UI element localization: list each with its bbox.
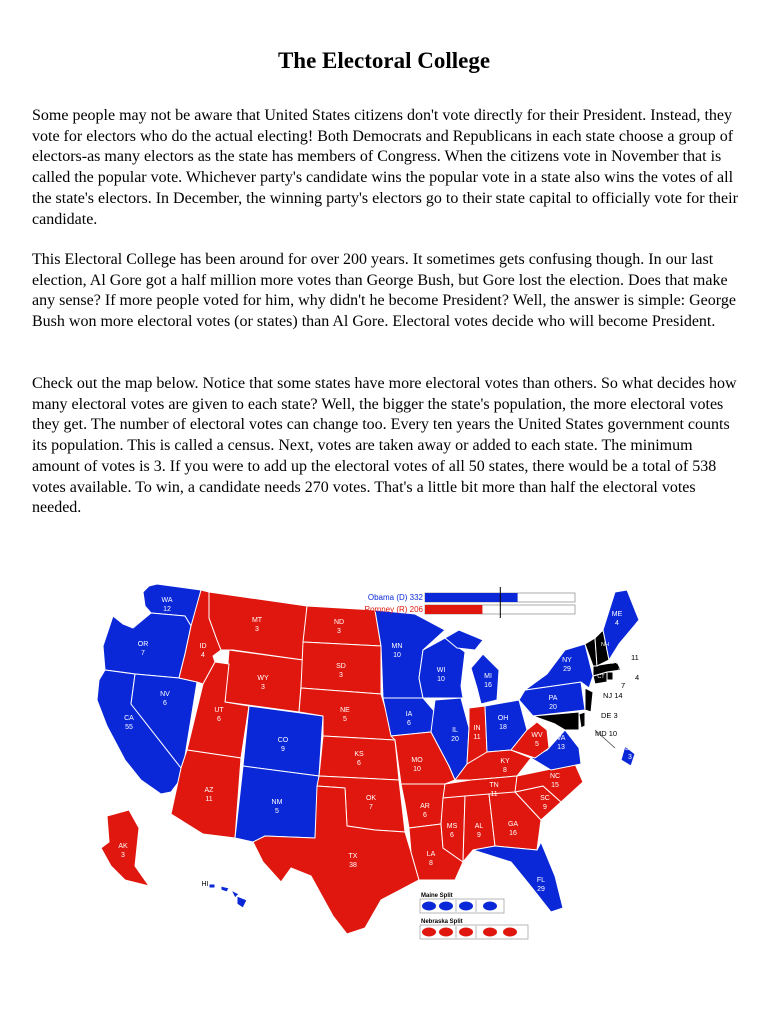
state-label-dc: DC	[624, 745, 636, 752]
state-label-wi: WI	[436, 667, 446, 674]
state-label-hi: HI	[201, 881, 209, 888]
state-label-wa: WA	[161, 597, 173, 604]
state-ev-me: 4	[615, 620, 619, 627]
state-label-ut: UT	[214, 707, 224, 714]
state-ev-ms: 6	[450, 832, 454, 839]
state-nj	[585, 688, 593, 712]
state-label-ok: OK	[365, 795, 377, 802]
state-label-co: CO	[277, 737, 289, 744]
state-label-wv: WV	[531, 732, 543, 739]
electoral-map	[85, 580, 645, 950]
state-ev-mt: 3	[255, 626, 259, 633]
maine-split-label: Maine Split	[421, 893, 453, 899]
state-label-nd: ND	[333, 619, 345, 626]
state-ev-wi: 10	[437, 676, 445, 683]
state-ev-nm: 5	[275, 808, 279, 815]
state-ev-ar: 6	[423, 812, 427, 819]
maine-split-legend	[420, 893, 504, 913]
state-ks	[319, 736, 399, 780]
state-ny	[525, 644, 593, 690]
state-ev-dc: 3	[628, 754, 632, 761]
state-label-sd: SD	[336, 663, 346, 670]
state-ev-ak: 3	[121, 852, 125, 859]
state-label-tx: TX	[348, 853, 358, 860]
callout-label-3: DE 3	[601, 711, 618, 720]
state-label-ga: GA	[507, 821, 519, 828]
nebraska-split-legend	[420, 919, 528, 939]
state-label-al: AL	[474, 823, 484, 830]
state-ev-al: 9	[477, 832, 481, 839]
state-ev-nc: 15	[551, 782, 559, 789]
state-label-wy: WY	[257, 675, 269, 682]
state-ev-wv: 5	[535, 741, 539, 748]
state-ev-oh: 18	[499, 724, 507, 731]
state-ev-id: 4	[201, 652, 205, 659]
state-ev-sd: 3	[339, 672, 343, 679]
state-ev-ny: 29	[563, 666, 571, 673]
state-de	[579, 712, 585, 728]
state-ev-nd: 3	[337, 628, 341, 635]
state-label-nv: NV	[160, 691, 170, 698]
state-ev-ne: 5	[343, 716, 347, 723]
paragraph-map-explanation: Check out the map below. Notice that some states have more electoral votes than others. So what decides how many electoral votes are given to each state? Well, the bigger the state's population, the more electoral votes they get. The number of electoral votes can change too. Every ten years the United States government counts its population. This is called a census. Next, votes are taken away or added to each state. The minimum amount of votes is 3. If you were to add up the electoral votes of all 50 states, there would be a total of 538 votes available. To win, a candidate needs 270 votes. That's a little bit more than half the electoral votes needed.	[32, 375, 737, 517]
state-label-ak: AK	[118, 843, 128, 850]
state-me	[603, 590, 639, 660]
electoral-map-svg	[85, 580, 645, 950]
state-ev-wy: 3	[261, 684, 265, 691]
legend-romney: Romney (R) 206	[364, 605, 423, 614]
state-label-az: AZ	[204, 787, 214, 794]
state-ev-fl: 29	[537, 886, 545, 893]
callout-label-7: MA	[608, 660, 618, 666]
state-label-mi: MI	[484, 673, 492, 680]
state-ri	[607, 672, 613, 680]
state-label-ia: IA	[405, 711, 413, 718]
callout-label-2: NJ 14	[603, 691, 623, 700]
state-ev-tn: 11	[490, 791, 498, 798]
state-label-tn: TN	[489, 782, 499, 789]
callout-label-4: MD 10	[595, 729, 618, 738]
state-ev-ut: 6	[217, 716, 221, 723]
state-hi	[209, 884, 247, 908]
state-ev-mi: 16	[484, 682, 492, 689]
state-ev-mn: 10	[393, 652, 401, 659]
callout-label-5: VT	[589, 636, 597, 642]
state-label-pa: PA	[548, 695, 558, 702]
state-ev-ia: 6	[407, 720, 411, 727]
state-ev-mo: 10	[413, 766, 421, 773]
state-label-il: IL	[452, 727, 458, 734]
state-label-la: LA	[426, 851, 436, 858]
state-label-ne: NE	[340, 707, 350, 714]
state-label-ca: CA	[124, 715, 134, 722]
state-label-mt: MT	[251, 617, 263, 624]
nebraska-split-label: Nebraska Split	[421, 919, 463, 925]
state-ev-az: 11	[205, 796, 213, 803]
state-label-mo: MO	[411, 757, 423, 764]
callout-label-8: RI	[618, 668, 624, 674]
state-ev-la: 8	[429, 860, 433, 867]
state-label-or: OR	[137, 641, 149, 648]
state-label-ks: KS	[354, 751, 364, 758]
page-title: The Electoral College	[277, 48, 491, 73]
state-label-sc: SC	[540, 795, 550, 802]
callout-label-0: 11	[631, 653, 639, 662]
state-ev-or: 7	[141, 650, 145, 657]
state-label-ky: KY	[500, 758, 510, 765]
state-ev-nv: 6	[163, 700, 167, 707]
state-ev-va: 13	[557, 744, 565, 751]
state-label-me: ME	[611, 611, 623, 618]
paragraph-history: This Electoral College has been around for over 200 years. It sometimes gets confusing though. In our last election, Al Gore got a half million more votes than George Bush, but Gore lost the election. Does that make any sense? If more people voted for him, why didn't he become President? Well, the answer is simple: George Bush won more electoral votes (or states) than Al Gore. Electoral votes decide who will become President.	[32, 251, 736, 331]
state-label-ny: NY	[562, 657, 572, 664]
state-ev-wa: 12	[163, 606, 171, 613]
state-ev-tx: 38	[349, 862, 357, 869]
state-label-va: VA	[556, 735, 566, 742]
state-ev-il: 20	[451, 736, 459, 743]
state-ev-sc: 9	[543, 804, 547, 811]
legend-romney-bar	[425, 605, 482, 614]
state-ev-ga: 16	[509, 830, 517, 837]
state-ev-ca: 55	[125, 724, 133, 731]
state-label-in: IN	[473, 725, 481, 732]
state-label-nm: NM	[271, 799, 283, 806]
callout-label-6: NH	[601, 642, 609, 648]
state-label-nc: NC	[549, 773, 561, 780]
paragraph-intro: Some people may not be aware that United States citizens don't vote directly for their President. Instead, they vote for electors who do the actual electing! Both Democrats and Republicans in each state choose a group of electors-as many electors as the state has members of Congress. When the citizens vote in November that is called the popular vote. Whichever party's candidate wins the popular vote in a state also wins the votes of all the state's electors. In December, the winning party's electors go to their state capital to officially vote for their candidate.	[32, 107, 738, 228]
state-ev-co: 9	[281, 746, 285, 753]
callout-label-10: 7	[621, 681, 626, 690]
state-label-oh: OH	[497, 715, 509, 722]
callout-label-1: 4	[635, 673, 640, 682]
legend-obama: Obama (D) 332	[367, 593, 423, 602]
state-ev-ky: 8	[503, 767, 507, 774]
state-label-mn: MN	[391, 643, 403, 650]
state-ev-ok: 7	[369, 804, 373, 811]
state-label-id: ID	[199, 643, 207, 650]
state-label-ar: AR	[420, 803, 430, 810]
state-ev-pa: 20	[549, 704, 557, 711]
state-label-fl: FL	[536, 877, 546, 884]
legend-obama-bar	[425, 593, 518, 602]
callout-label-9: CT	[597, 674, 605, 680]
state-ev-ks: 6	[357, 760, 361, 767]
state-ev-in: 11	[473, 734, 481, 741]
state-label-ms: MS	[446, 823, 458, 830]
